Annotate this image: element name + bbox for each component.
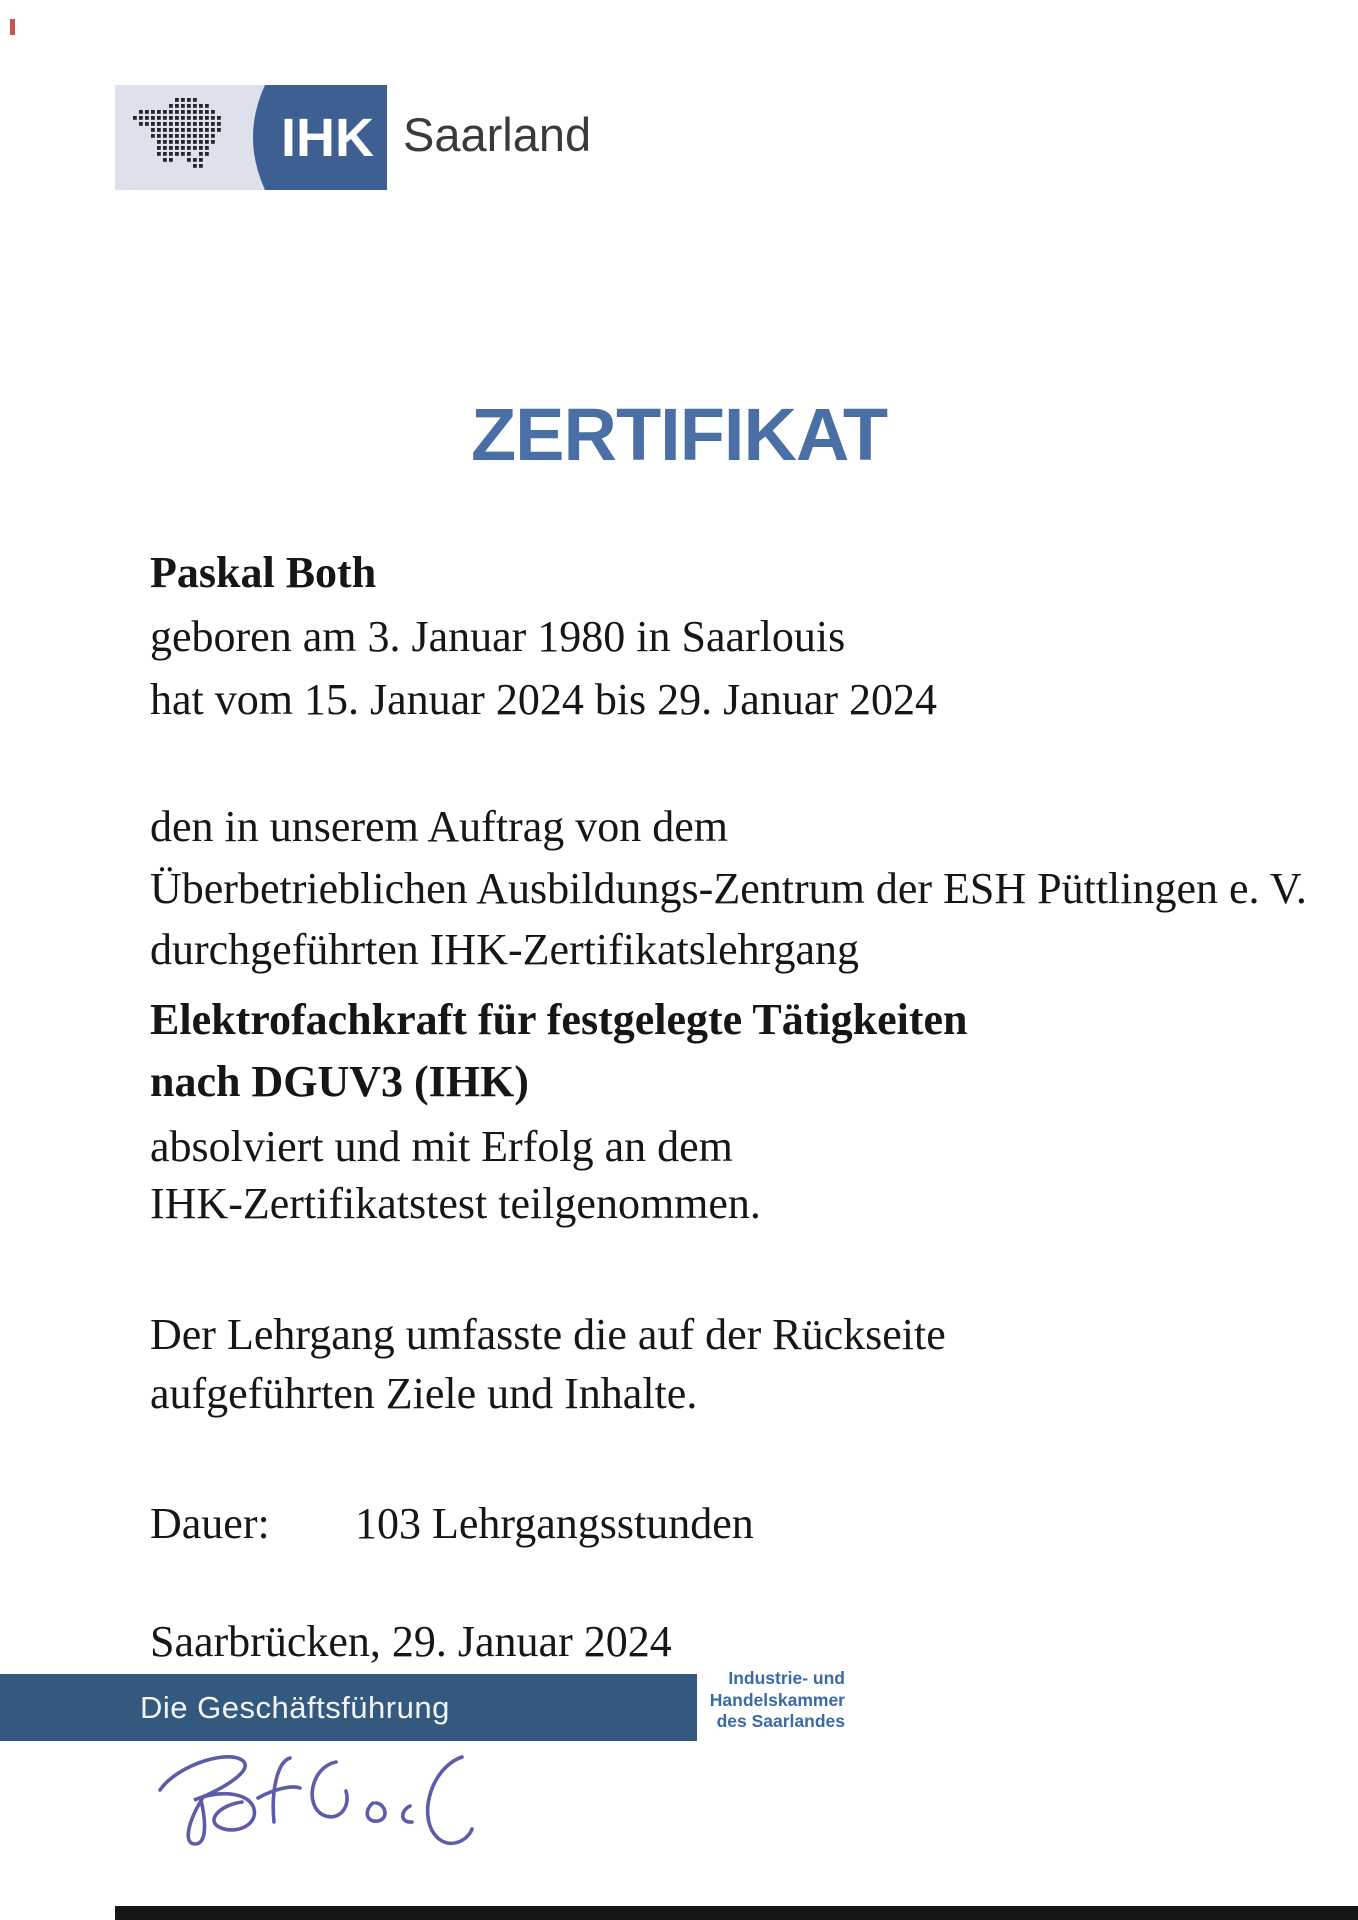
chamber-line-2: Handelskammer bbox=[709, 1689, 845, 1710]
chamber-line-1: Industrie- und bbox=[728, 1668, 845, 1688]
intro-line-2: Überbetrieblichen Ausbildungs-Zentrum der ESH Püttlingen e. V. bbox=[150, 864, 1307, 913]
ihk-wordmark: IHK bbox=[281, 108, 374, 168]
result-line-2: IHK-Zertifikatstest teilgenommen. bbox=[150, 1179, 761, 1228]
ihk-logo-box bbox=[115, 85, 387, 190]
content-line-1: Der Lehrgang umfasste die auf der Rückseite bbox=[150, 1310, 946, 1359]
duration-value: 103 Lehrgangsstunden bbox=[355, 1499, 754, 1548]
content-line-2: aufgeführten Ziele und Inhalte. bbox=[150, 1369, 698, 1418]
scan-edge-strip bbox=[115, 1906, 1358, 1920]
course-title-line-2: nach DGUV3 (IHK) bbox=[150, 1057, 529, 1106]
place-date-line: Saarbrücken, 29. Januar 2024 bbox=[150, 1617, 672, 1666]
signature bbox=[140, 1742, 490, 1872]
scan-red-mark bbox=[10, 19, 15, 35]
management-band bbox=[0, 1674, 697, 1741]
logo-region-text: Saarland bbox=[403, 108, 592, 161]
duration-label: Dauer: bbox=[150, 1499, 270, 1548]
result-line-1: absolviert und mit Erfolg an dem bbox=[150, 1122, 733, 1171]
chamber-line-3: des Saarlandes bbox=[716, 1711, 845, 1731]
ihk-logo bbox=[115, 85, 592, 190]
birth-line: geboren am 3. Januar 1980 in Saarlouis bbox=[150, 612, 846, 661]
chamber-name-block bbox=[595, 1668, 845, 1733]
intro-line-3: durchgeführten IHK-Zertifikatslehrgang bbox=[150, 925, 860, 974]
signature-icon bbox=[140, 1742, 490, 1867]
intro-line-1: den in unserem Auftrag von dem bbox=[150, 802, 728, 851]
period-line: hat vom 15. Januar 2024 bis 29. Januar 2024 bbox=[150, 675, 937, 724]
recipient-name: Paskal Both bbox=[150, 548, 377, 597]
management-band-label: Die Geschäftsführung bbox=[140, 1689, 450, 1725]
course-title-line-1: Elektrofachkraft für festgelegte Tätigkeiten bbox=[150, 995, 968, 1044]
ihk-logo-graphic bbox=[115, 85, 387, 190]
page-title: ZERTIFIKAT bbox=[470, 393, 888, 476]
